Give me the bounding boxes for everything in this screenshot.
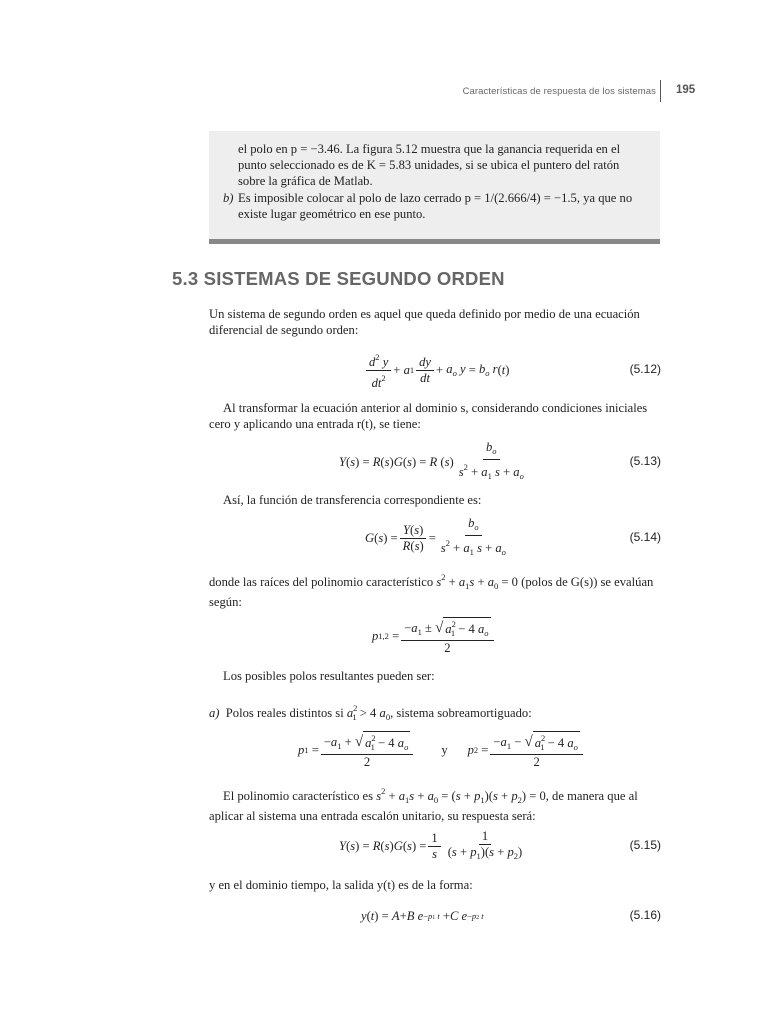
equation-body: G ( s ) = $\frac{Y(s)}{R(s)}$ = $\frac{b_o}{s^2 + a_1 s + a_o}$ [365, 516, 506, 557]
paragraph [209, 783, 661, 825]
text-span: (polos de G(s)) se evalúan [521, 575, 654, 589]
equation-number: (5.13) [629, 454, 661, 468]
box-item-b [223, 190, 648, 222]
equation-body: p 1,2 = $-a_1$ ± √ $a^2_1 - 4$ $a_o$ 2 [372, 616, 496, 656]
equation-5-14 [209, 518, 661, 558]
equation-5-15 [209, 826, 661, 866]
text-line: aplicar al sistema una entrada escalón unitario, su respuesta será: [209, 809, 536, 824]
text-span: y en el dominio tiempo, la salida y(t) es de la forma: [209, 878, 473, 892]
box-line: el polo en p = −3.46. La figura 5.12 muestra que la ganancia requerida en el [238, 142, 621, 156]
paragraph: Los posibles polos resultantes pueden ser: [223, 669, 435, 683]
paragraph [209, 306, 661, 339]
roots-formula [209, 616, 661, 656]
text-span: , sistema sobreamortiguado: [390, 706, 532, 720]
text-line: según: [209, 595, 242, 610]
item-label: b) [223, 190, 234, 205]
box-line: existe lugar geométrico en ese punto. [238, 206, 426, 221]
equation-5-16 [209, 896, 661, 936]
paragraph [209, 400, 661, 433]
roots-p1-p2 [209, 730, 661, 770]
equation-body: p 1 = $-a_1$ + √ $a^2_1 - 4$ $a_o$ 2 y p 2 = $-a_1$ − √ $a^2_1 - 4$ $a_o$ 2 [298, 730, 585, 770]
header-divider [660, 80, 661, 102]
text-line: Un sistema de segundo orden es aquel que queda definido por medio de una ecuación [209, 307, 640, 321]
equation-number: (5.14) [629, 530, 661, 544]
conjunction: y [441, 742, 448, 757]
box-line: Es imposible colocar al polo de lazo cerrado p = 1/(2.666/4) = −1.5, ya que no [238, 190, 633, 205]
text-span: , de manera que al [545, 789, 638, 803]
box-line: sobre la gráfica de Matlab. [238, 174, 373, 189]
text-line: El polinomio característico es $s^2 + a_1s + a_0 = (s + p_1)(s + p_2) = 0$, de manera que al [223, 786, 638, 805]
equation-5-13 [209, 442, 661, 482]
equation-body: Y ( s ) = R ( s ) G ( s ) = R ( s ) $\frac{b_o}{s^2 + a_1 s + a_o}$ [339, 440, 524, 481]
equation-body: $\frac{d^2 y}{dt^2}$ + a 1 $\frac{dy}{dt}$ + $a_o$ y = $b_o$ r ( t ) [364, 350, 509, 390]
equation-5-12 [209, 350, 661, 390]
box-line: punto seleccionado es de K = 5.83 unidades, si se ubica el puntero del ratón [238, 158, 620, 173]
running-title: Características de respuesta de los sistemas [462, 86, 656, 97]
text-line: donde las raíces del polinomio característico $s^2 + a_1s + a_0 = 0$ (polos de G(s)) se evalúan [209, 572, 654, 591]
paragraph: Así, la función de transferencia correspondiente es: [223, 493, 482, 507]
example-box [209, 131, 660, 244]
section-heading: 5.3 SISTEMAS DE SEGUNDO ORDEN [172, 268, 505, 289]
text-line: Al transformar la ecuación anterior al dominio s, considerando condiciones iniciales [223, 401, 648, 415]
list-item-a: a) Polos reales distintos si $a^2_1 > 4$ $a_0$, sistema sobreamortiguado: [209, 703, 532, 722]
equation-body: Y ( s ) = R ( s ) G ( s ) = $\frac{1}{s}$ $\frac{1}{(s + p_1)(s + p_2)}$ [339, 828, 523, 861]
equation-number: (5.12) [629, 362, 661, 376]
text-span: donde las raíces del polinomio característico [209, 575, 434, 589]
text-span: El polinomio característico es [223, 789, 374, 803]
paragraph [209, 569, 661, 611]
equation-number: (5.15) [629, 838, 661, 852]
page-number: 195 [676, 84, 696, 96]
paragraph [209, 877, 661, 893]
equation-number: (5.16) [629, 908, 661, 922]
item-label: a) [209, 706, 220, 720]
equation-body: y ( t ) = A + B e −p1 t + C e −p2 t [361, 908, 484, 923]
text-line: cero y aplicando una entrada r(t), se tiene: [209, 417, 421, 432]
text-line: diferencial de segundo orden: [209, 323, 359, 338]
text-span: Polos reales distintos si [225, 706, 344, 720]
